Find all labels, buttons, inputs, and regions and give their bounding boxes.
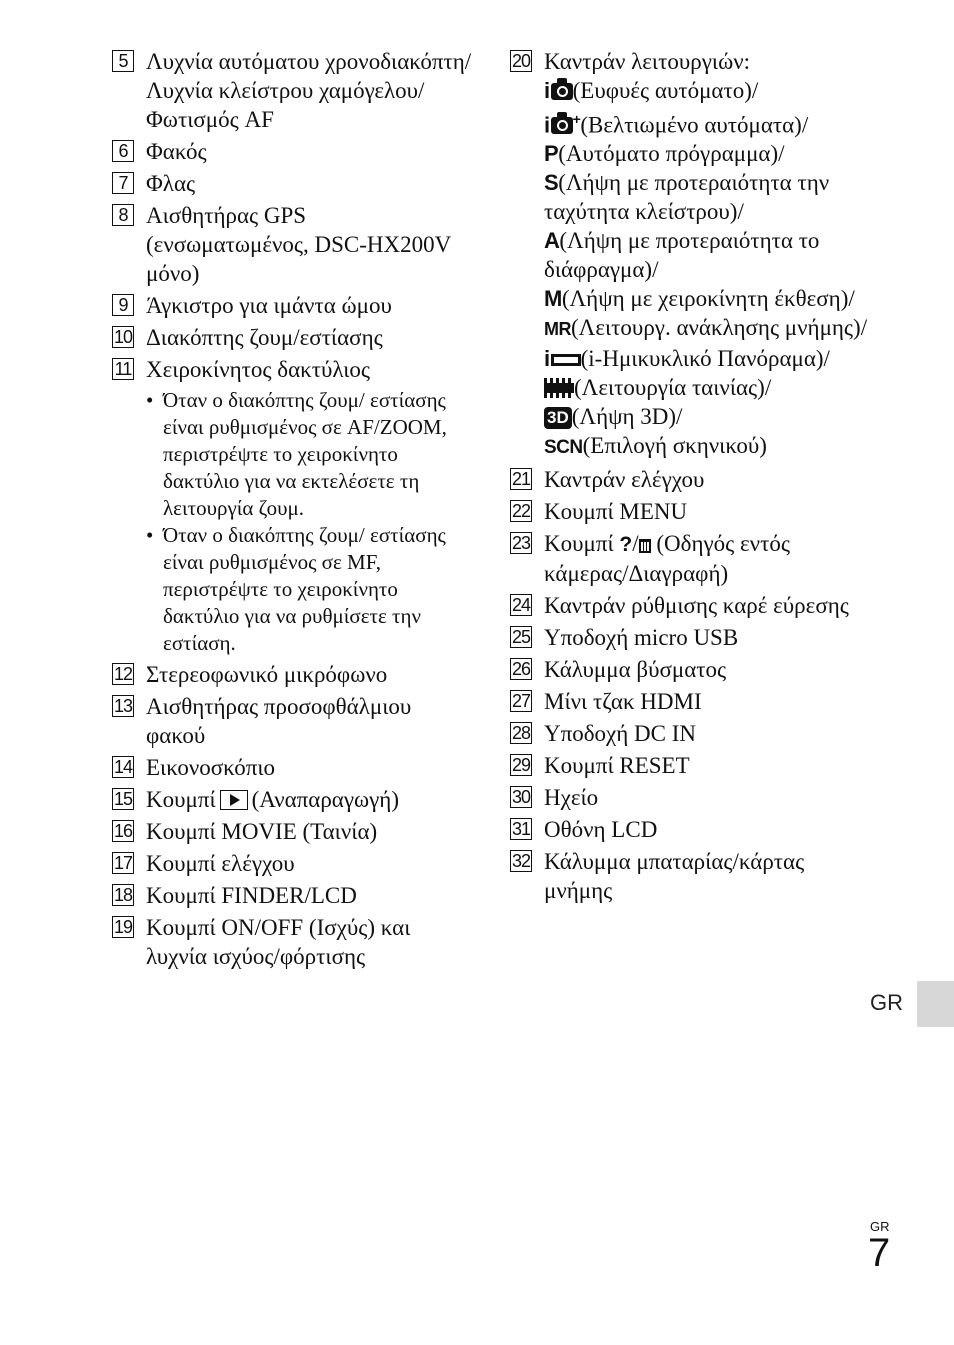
list-item-6: [112, 137, 472, 166]
item-number: 5: [112, 50, 134, 72]
item-text: Μίνι τζακ HDMI: [544, 689, 702, 715]
item-text: Φλας: [146, 171, 196, 196]
list-item-8: [112, 201, 472, 288]
list-item-25: [510, 623, 870, 652]
item-text: Άγκιστρο για ιμάντα ώμου: [146, 293, 392, 318]
item-number: 20: [512, 51, 531, 71]
list-item-11: [112, 355, 472, 384]
list-item-22: [510, 497, 870, 526]
list-item-28: [510, 719, 870, 748]
page-language-label: GR: [870, 1219, 890, 1234]
left-column: [112, 47, 472, 974]
language-tab-bar: [917, 981, 954, 1027]
trash-icon: [639, 539, 651, 553]
item-number: 21: [512, 469, 531, 490]
item-number: 28: [512, 723, 531, 744]
item-text: Κάλυμμα βύσματος: [544, 657, 727, 683]
mode-entry: SCN(Επιλογή σκηνικού): [544, 431, 870, 462]
list-item-16: [112, 817, 472, 846]
list-item-11-bullets: [112, 387, 472, 657]
list-item-17: [112, 849, 472, 878]
item-text: Χειροκίνητος δακτύλιος: [146, 357, 371, 382]
list-item-7: [112, 169, 472, 198]
memory-recall-icon: MR: [544, 319, 571, 340]
mode-entry: i (Ευφυές αυτόματο)/: [544, 78, 759, 103]
bullet-list: [146, 387, 472, 657]
mode-dial-title: Καντράν λειτουργιών:: [544, 49, 751, 74]
list-item-9: [112, 291, 472, 320]
item-text-post: (Οδηγός εντός κάμερας/Διαγραφή): [544, 531, 790, 587]
item-number: 19: [114, 917, 133, 937]
item-text: Κουμπί ελέγχου: [146, 851, 295, 876]
item-number: 8: [112, 204, 134, 226]
list-item-29: [510, 751, 870, 780]
item-number: 13: [114, 696, 133, 716]
mode-entry: P(Αυτόματο πρόγραμμα)/: [544, 141, 785, 167]
list-item-32: [510, 847, 870, 905]
item-text: Κουμπί RESET: [544, 753, 690, 779]
list-item-23: 23 Κουμπί ?/ (Οδηγός εντός κάμερας/Διαγραφή): [512, 531, 790, 587]
mode-entry: M(Λήψη με χειροκίνητη έκθεση)/: [544, 286, 855, 312]
item-text: Φακός: [146, 139, 207, 164]
mode-entry: 3D (Λήψη 3D)/: [544, 402, 870, 431]
language-tab-label: GR: [870, 990, 903, 1015]
mode-entry: S(Λήψη με προτεραιότητα την ταχύτητα κλείστρου)/: [544, 170, 830, 225]
item-number: 29: [512, 755, 531, 776]
item-text: Εικονοσκόπιο: [146, 755, 276, 780]
mode-entry: i (i-Ημικυκλικό Πανόραμα)/: [544, 346, 830, 372]
list-item-18: [112, 881, 472, 910]
item-number: 7: [112, 172, 134, 194]
list-item-10: [112, 323, 472, 352]
playback-icon: [220, 790, 248, 810]
item-text: Αισθητήρας προσοφθάλμιου φακού: [146, 694, 412, 748]
item-number: 17: [114, 853, 133, 873]
page-number: 7: [868, 1231, 891, 1275]
list-item-15: [112, 785, 472, 814]
item-text: Κουμπί ON/OFF (Ισχύς) και λυχνία ισχύος/φόρτισης: [146, 915, 411, 969]
item-text: Λυχνία αυτόματου χρονοδιακόπτη/Λυχνία κλείστρου χαμόγελου/ Φωτισμός AF: [146, 49, 472, 132]
item-text: Καντράν ελέγχου: [544, 467, 705, 493]
list-item-13: [112, 692, 472, 750]
list-item-27: [510, 687, 870, 716]
item-number: 30: [512, 787, 531, 808]
item-number: 9: [112, 294, 134, 316]
list-item-19: [112, 913, 472, 971]
mode-entry: MR(Λειτουργ. ανάκλησης μνήμης)/: [544, 313, 870, 344]
list-item-5: [112, 47, 472, 134]
program-icon: P: [544, 141, 559, 167]
item-text: Ηχείο: [544, 785, 599, 811]
movie-mode-icon: [544, 378, 574, 398]
item-number: 27: [512, 691, 531, 712]
list-item-30: [510, 783, 870, 812]
item-text-pre: Κουμπί: [146, 787, 216, 812]
item-number: 23: [512, 533, 531, 554]
item-text: Κουμπί MENU: [544, 499, 688, 525]
item-number: 22: [512, 501, 531, 522]
item-text: Διακόπτης ζουμ/εστίασης: [146, 325, 383, 350]
help-icon: ?: [619, 533, 633, 557]
list-item-21: [510, 465, 870, 494]
manual-exposure-icon: M: [544, 286, 562, 312]
list-item-12: [112, 660, 472, 689]
item-number: 24: [512, 595, 531, 616]
list-item-31: [510, 815, 870, 844]
list-item-24: [510, 591, 870, 620]
intelligent-auto-icon: i: [544, 76, 573, 105]
item-number: 31: [512, 819, 531, 840]
item-text: Υποδοχή DC IN: [544, 721, 697, 747]
item-text: Καντράν ρύθμισης καρέ εύρεσης: [544, 593, 849, 619]
3d-shooting-icon: 3D: [544, 407, 572, 429]
shutter-priority-icon: S: [544, 170, 559, 196]
item-number: 26: [512, 659, 531, 680]
item-text-pre: Κουμπί: [544, 531, 614, 557]
mode-entry: (Λειτουργία ταινίας)/: [544, 373, 870, 402]
item-number: 25: [512, 627, 531, 648]
item-number: 6: [112, 140, 134, 162]
mode-entry: A(Λήψη με προτεραιότητα το διάφραγμα)/: [544, 228, 820, 283]
superior-auto-icon: i +: [544, 111, 581, 138]
item-number: 32: [512, 851, 531, 872]
bullet-item: • Όταν ο διακόπτης ζουμ/ εστίασης είναι ρυθμισμένος σε MF, περιστρέψτε το χειροκίνητο δακτύλιο για να ρυθμίσετε την εστίαση.: [146, 522, 472, 657]
item-text: Οθόνη LCD: [544, 817, 658, 843]
item-text: Υποδοχή micro USB: [544, 625, 739, 651]
list-item-20: [510, 47, 870, 462]
item-number: 16: [114, 821, 133, 841]
item-number: 10: [114, 327, 133, 347]
item-number: 12: [114, 664, 133, 684]
item-text-post: (Αναπαραγωγή): [251, 787, 399, 812]
item-number: 11: [112, 358, 134, 380]
bullet-item: • Όταν ο διακόπτης ζουμ/ εστίασης είναι ρυθμισμένος σε AF/ZOOM, περιστρέψτε το χειροκίνητο δακτύλιο για να εκτελέσετε τη λειτουργία ζουμ.: [146, 387, 472, 522]
item-text: Κουμπί MOVIE (Ταινία): [146, 819, 378, 844]
item-text: Στερεοφωνικό μικρόφωνο: [146, 662, 388, 687]
item-number: 14: [114, 757, 133, 777]
item-number: 18: [114, 885, 133, 905]
list-item-14: [112, 753, 472, 782]
scene-selection-icon: SCN: [544, 437, 583, 459]
right-column: [510, 47, 870, 908]
aperture-priority-icon: A: [544, 228, 560, 254]
item-text: Αισθητήρας GPS (ενσωματωμένος, DSC-HX200V μόνο): [146, 203, 451, 286]
item-text: Κάλυμμα μπαταρίας/κάρτας μνήμης: [544, 849, 805, 904]
list-item-26: [510, 655, 870, 684]
item-number: 15: [114, 789, 133, 809]
sweep-panorama-icon: i: [544, 344, 581, 373]
mode-entry: i +(Βελτιωμένο αυτόματα)/: [544, 105, 870, 139]
item-text: Κουμπί FINDER/LCD: [146, 883, 357, 908]
